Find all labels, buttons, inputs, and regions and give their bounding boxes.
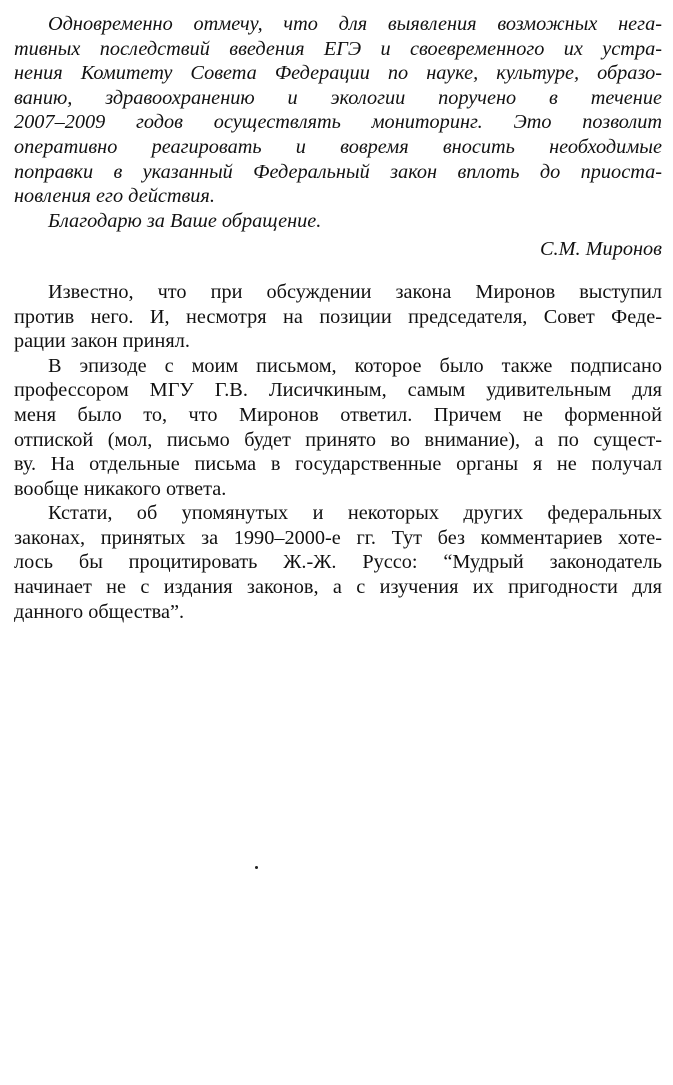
section-gap bbox=[14, 262, 662, 280]
body-paragraph-3 bbox=[14, 501, 662, 624]
body-paragraph-1 bbox=[14, 280, 662, 354]
text-line: рации закон принял. bbox=[14, 330, 190, 353]
text-line: законах, принятых за 1990–2000-е гг. Тут без комментариев хоте- bbox=[14, 526, 662, 549]
text-line: поправки в указанный Федеральный закон вплоть до приоста- bbox=[14, 160, 662, 183]
quote-paragraph-1 bbox=[14, 12, 662, 209]
text-line: ванию, здравоохранению и экологии поручено в течение bbox=[14, 86, 662, 109]
text-line: Кстати, об упомянутых и некоторых других федеральных bbox=[48, 502, 662, 525]
text-line: В эпизоде с моим письмом, которое было также подписано bbox=[48, 354, 662, 377]
text-line: тивных последствий введения ЕГЭ и своевременного их устра- bbox=[14, 37, 662, 60]
signature: С.М. Миронов bbox=[540, 238, 662, 261]
text-line: нения Комитету Совета Федерации по науке, культуре, образо- bbox=[14, 62, 662, 85]
text-line: отпиской (мол, письмо будет принято во внимание), а по сущест- bbox=[14, 428, 662, 451]
main-text bbox=[14, 280, 662, 624]
document-page bbox=[14, 12, 662, 624]
text-line: против него. И, несмотря на позиции председателя, Совет Феде- bbox=[14, 305, 662, 328]
stray-dot-mark bbox=[255, 866, 258, 869]
text-line: Одновременно отмечу, что для выявления возможных нега- bbox=[48, 13, 662, 35]
text-line: меня было то, что Миронов ответил. Причем не форменной bbox=[14, 403, 662, 426]
text-line: профессором МГУ Г.В. Лисичкиным, самым удивительным для bbox=[14, 379, 662, 402]
text-line: оперативно реагировать и вовремя вносить необходимые bbox=[14, 135, 662, 158]
text-line: Известно, что при обсуждении закона Миронов выступил bbox=[48, 280, 662, 303]
text-line: новления его действия. bbox=[14, 185, 215, 208]
text-line: 2007–2009 годов осуществлять мониторинг. Это позволит bbox=[14, 111, 662, 134]
text-line: вообще никакого ответа. bbox=[14, 477, 227, 500]
text-line: начинает не с издания законов, а с изучения их пригодности для bbox=[14, 576, 662, 599]
body-paragraph-2 bbox=[14, 354, 662, 502]
text-line: ву. На отдельные письма в государственные органы я не получал bbox=[14, 453, 662, 476]
quoted-letter bbox=[14, 12, 662, 262]
text-line: данного общества”. bbox=[14, 600, 185, 623]
quote-paragraph-2: Благодарю за Ваше обращение. bbox=[48, 209, 322, 232]
text-line: лось бы процитировать Ж.-Ж. Руссо: “Мудрый законодатель bbox=[14, 551, 662, 574]
